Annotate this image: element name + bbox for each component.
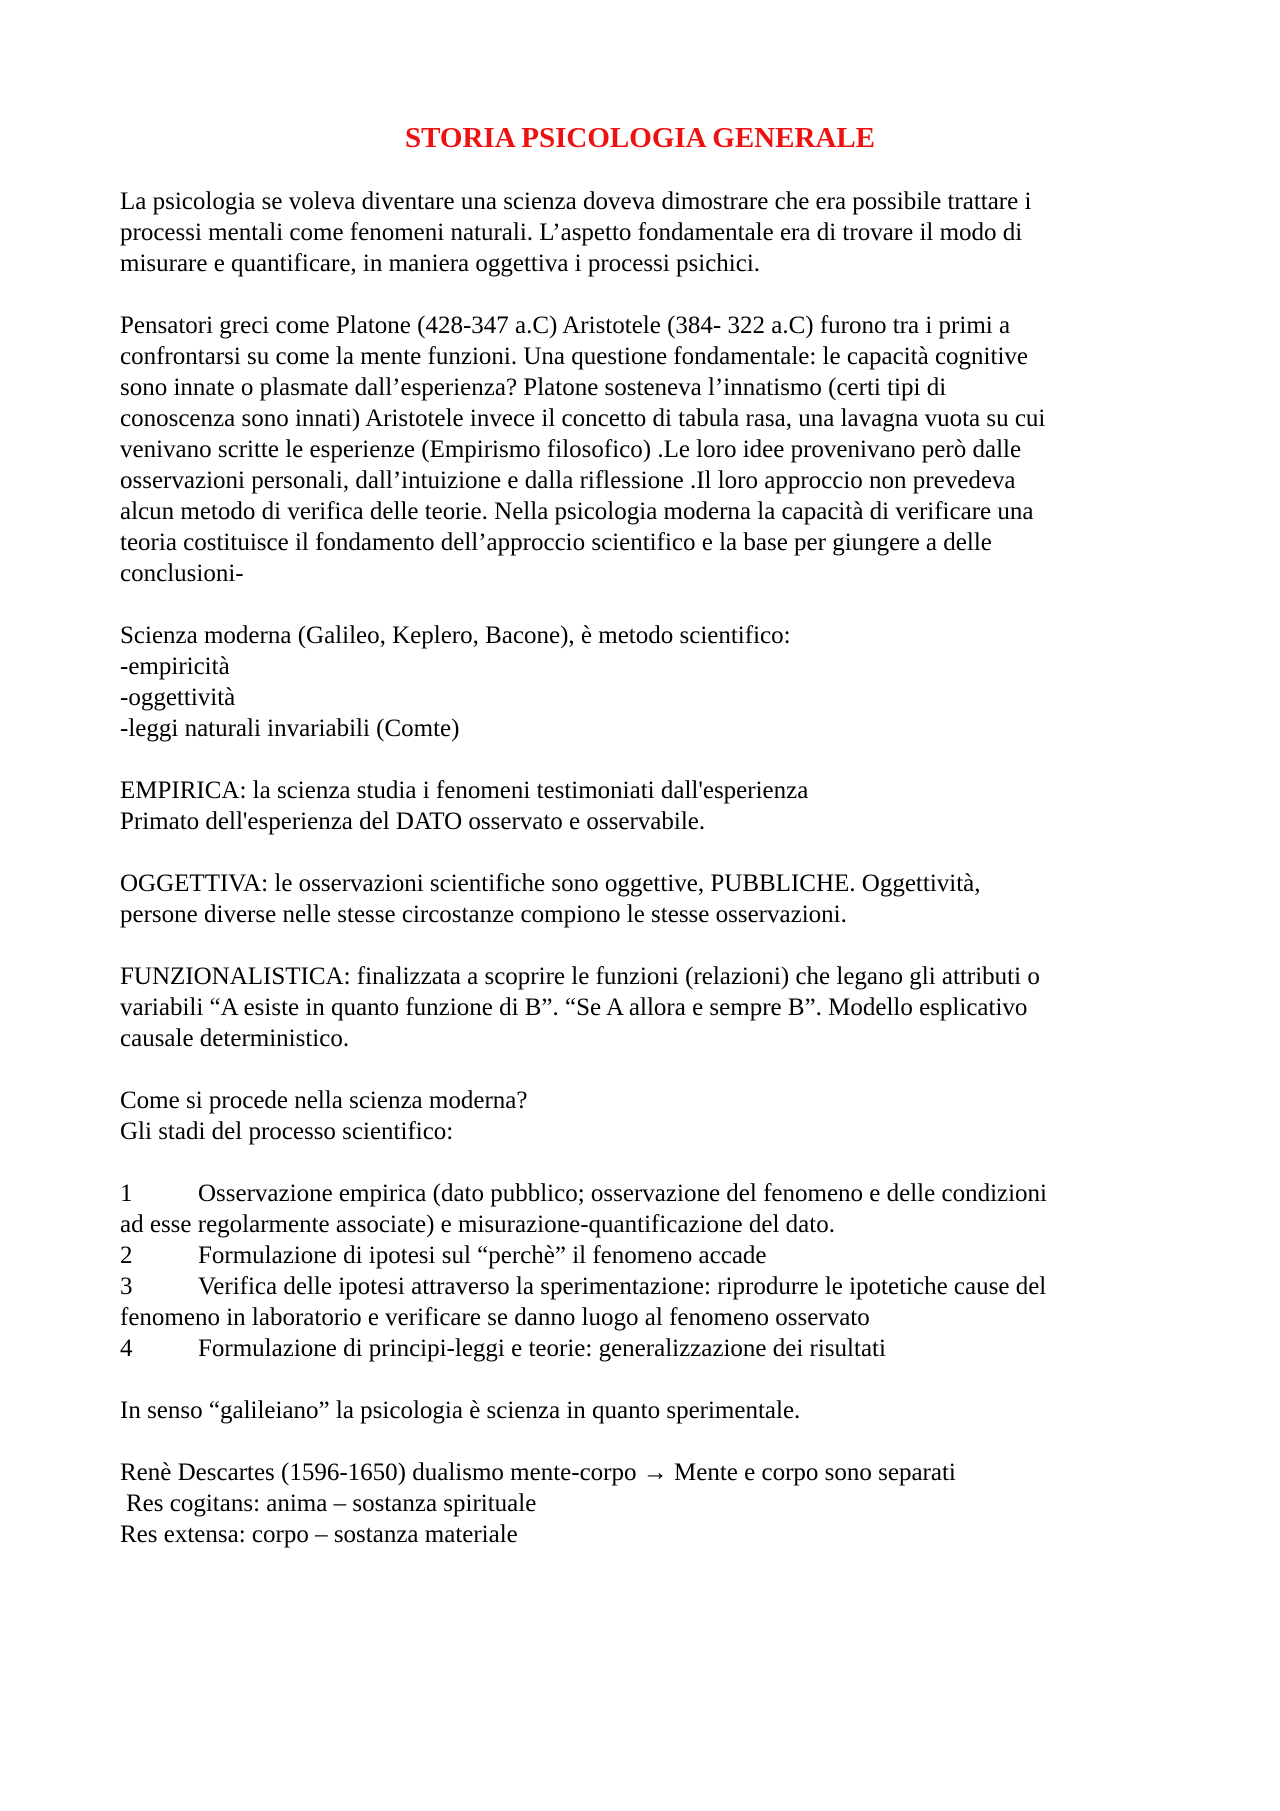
text-line: conclusioni-: [120, 560, 244, 587]
text-line: Res extensa: corpo – sostanza materiale: [120, 1521, 518, 1548]
numbered-list-stages: [120, 1178, 1170, 1364]
list-item: [120, 1178, 1170, 1240]
text-line: misurare e quantificare, in maniera oggettiva i processi psichici.: [120, 250, 761, 277]
list-item: [120, 1271, 1170, 1333]
text-line: OGGETTIVA: le osservazioni scientifiche sono oggettive, PUBBLICHE. Oggettività,: [120, 870, 981, 897]
paragraph-oggettiva: [120, 868, 1170, 930]
text-line: confrontarsi su come la mente funzioni. Una questione fondamentale: le capacità cognitive: [120, 343, 1028, 370]
text-line: Gli stadi del processo scientifico:: [120, 1118, 454, 1145]
paragraph-descartes: [120, 1457, 1170, 1550]
stage-continuation: ad esse regolarmente associate) e misurazione-quantificazione del dato.: [120, 1211, 835, 1238]
stage-first-line: [120, 1333, 1170, 1364]
text-line: teoria costituisce il fondamento dell’approccio scientifico e la base per giungere a delle: [120, 529, 992, 556]
text-line: Come si procede nella scienza moderna?: [120, 1087, 528, 1114]
list-number: 1: [120, 1180, 133, 1207]
text-line: processi mentali come fenomeni naturali. L’aspetto fondamentale era di trovare il modo di: [120, 219, 1023, 246]
paragraph-modern-science: [120, 620, 1170, 744]
list-item: [120, 1240, 1170, 1271]
text-line: FUNZIONALISTICA: finalizzata a scoprire le funzioni (relazioni) che legano gli attributi o: [120, 963, 1040, 990]
text-line: In senso “galileiano” la psicologia è scienza in quanto sperimentale.: [120, 1397, 801, 1424]
list-number: 2: [120, 1242, 133, 1269]
stage-text: Osservazione empirica (dato pubblico; osservazione del fenomeno e delle condizioni: [198, 1180, 1047, 1207]
stage-first-line: [120, 1240, 1170, 1271]
list-number: 4: [120, 1335, 133, 1362]
text-line: alcun metodo di verifica delle teorie. Nella psicologia moderna la capacità di verificare una: [120, 498, 1034, 525]
text-line: conoscenza sono innati) Aristotele invece il concetto di tabula rasa, una lavagna vuota su cui: [120, 405, 1046, 432]
paragraph-funzionalistica: [120, 961, 1170, 1054]
list-item: -empiricità: [120, 653, 230, 680]
stage-first-line: [120, 1178, 1170, 1209]
text-line: Res cogitans: anima – sostanza spirituale: [126, 1490, 537, 1517]
paragraph-procedure: [120, 1085, 1170, 1147]
paragraph-greek-thinkers: [120, 310, 1170, 589]
paragraph-empirica: [120, 775, 1170, 837]
document-body: [120, 186, 1170, 1581]
stage-text: Formulazione di ipotesi sul “perchè” il fenomeno accade: [198, 1242, 767, 1269]
text-line: Pensatori greci come Platone (428-347 a.C) Aristotele (384- 322 a.C) furono tra i primi a: [120, 312, 1011, 339]
text-line: EMPIRICA: la scienza studia i fenomeni testimoniati dall'esperienza: [120, 777, 809, 804]
text-line: venivano scritte le esperienze (Empirismo filosofico) .Le loro idee provenivano però dalle: [120, 436, 1022, 463]
text-line: Renè Descartes (1596-1650) dualismo mente-corpo → Mente e corpo sono separati: [120, 1459, 956, 1486]
list-number: 3: [120, 1273, 133, 1300]
text-line: Scienza moderna (Galileo, Keplero, Bacone), è metodo scientifico:: [120, 622, 791, 649]
list-item: -oggettività: [120, 684, 236, 711]
text-line: sono innate o plasmate dall’esperienza? Platone sosteneva l’innatismo (certi tipi di: [120, 374, 947, 401]
list-item: [120, 1333, 1170, 1364]
document-title: STORIA PSICOLOGIA GENERALE: [404, 122, 876, 154]
text-line: causale deterministico.: [120, 1025, 350, 1052]
paragraph-intro: [120, 186, 1170, 279]
list-item: -leggi naturali invariabili (Comte): [120, 715, 460, 742]
text-line: osservazioni personali, dall’intuizione e dalla riflessione .Il loro approccio non prevedeva: [120, 467, 1016, 494]
stage-text: Formulazione di principi-leggi e teorie: generalizzazione dei risultati: [198, 1335, 886, 1362]
text-line: persone diverse nelle stesse circostanze compiono le stesse osservazioni.: [120, 901, 847, 928]
stage-continuation: fenomeno in laboratorio e verificare se danno luogo al fenomeno osservato: [120, 1304, 870, 1331]
text-line: Primato dell'esperienza del DATO osservato e osservabile.: [120, 808, 706, 835]
stage-first-line: [120, 1271, 1170, 1302]
paragraph-galilean: [120, 1395, 1170, 1426]
stage-text: Verifica delle ipotesi attraverso la sperimentazione: riprodurre le ipotetiche cause del: [198, 1273, 1047, 1300]
text-line: La psicologia se voleva diventare una scienza doveva dimostrare che era possibile trattare i: [120, 188, 1032, 215]
text-line: variabili “A esiste in quanto funzione di B”. “Se A allora e sempre B”. Modello esplicativo: [120, 994, 1028, 1021]
